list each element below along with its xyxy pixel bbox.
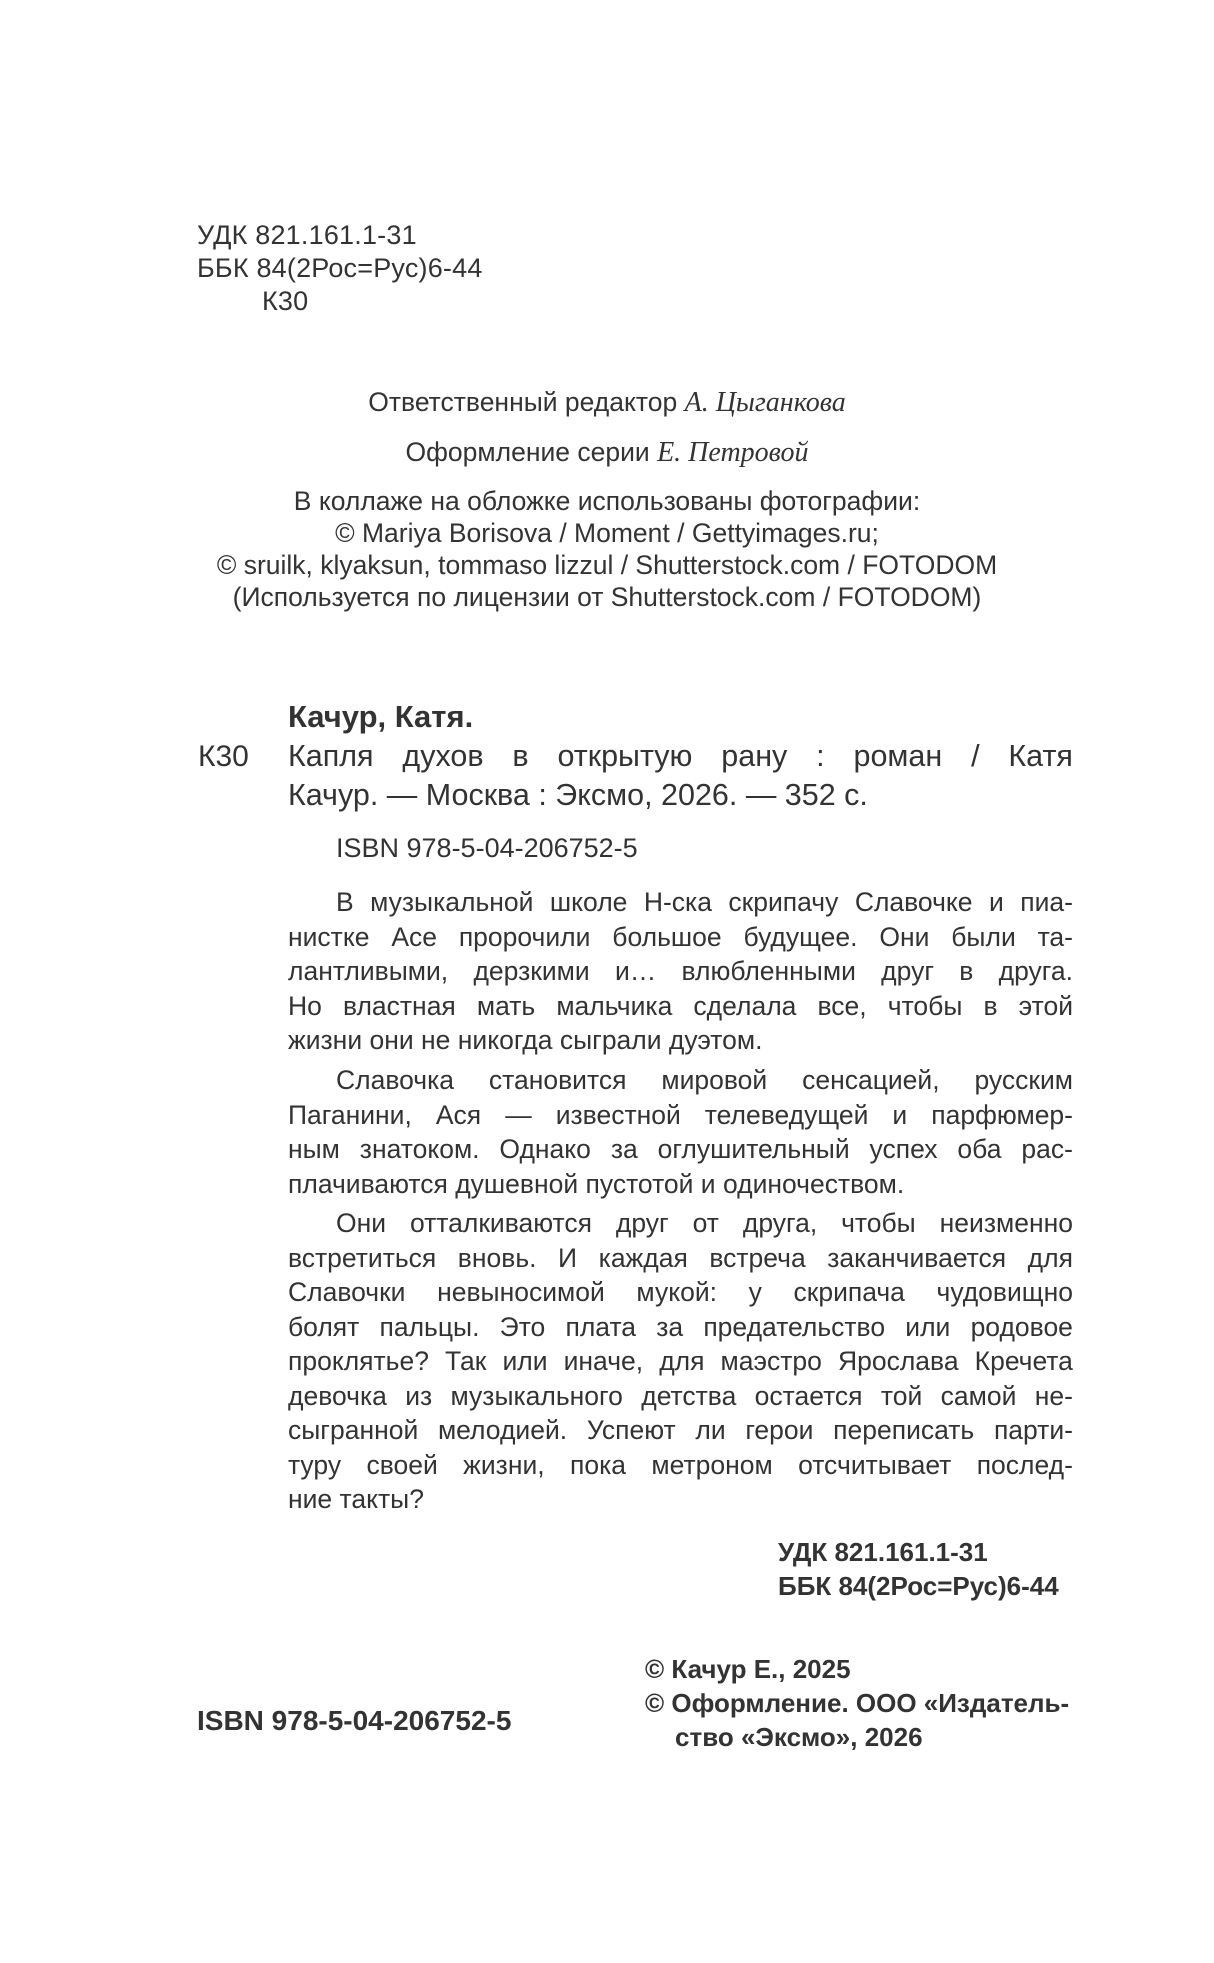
title-word: духов xyxy=(402,739,484,773)
annotation-line: сыгранной мелодией. Успеют ли герои переписать парти- xyxy=(288,1415,1073,1445)
title-word: рану xyxy=(721,739,788,773)
title-word: Катя xyxy=(1008,739,1073,773)
annotation-line: Но властная мать мальчика сделала все, чтобы в этой xyxy=(288,990,1073,1021)
title-word: : xyxy=(816,739,825,773)
annotation-line: Славочки невыносимой мукой: у скрипача чудовищно xyxy=(288,1277,1073,1307)
udk-code: УДК 821.161.1-31 xyxy=(197,220,417,250)
copyright-design: © Оформление. ООО «Издатель- xyxy=(645,1688,1070,1718)
copyright-block xyxy=(645,1652,1069,1754)
annotation-line: Славочка становится мировой сенсацией, русским xyxy=(336,1065,1073,1095)
annotation-line: лантливыми, дерзкими и… влюбленными друг в друга. xyxy=(288,956,1073,986)
title-record xyxy=(288,737,1073,815)
title-word: роман xyxy=(853,739,943,773)
title-word: открытую xyxy=(557,739,693,773)
title-word: / xyxy=(971,739,980,773)
annotation-line: проклятье? Так или иначе, для маэстро Ярослава Кречета xyxy=(288,1346,1073,1376)
title-word: Капля xyxy=(288,739,374,773)
license-note: (Используется по лицензии от Shutterstock.com / FOTODOM) xyxy=(232,582,982,612)
annotation-paragraph-1 xyxy=(288,885,1073,1058)
annotation-line: девочка из музыкального детства остается той самой не- xyxy=(288,1380,1073,1411)
design-name: Е. Петровой xyxy=(657,437,809,468)
isbn-bottom: ISBN 978-5-04-206752-5 xyxy=(197,1705,512,1736)
design-credit xyxy=(0,434,1214,471)
title-line xyxy=(288,737,1073,776)
editor-credit xyxy=(0,384,1214,421)
collage-note: В коллаже на обложке использованы фотографии: xyxy=(293,486,921,516)
author-mark: К30 xyxy=(262,286,309,316)
annotation-line: туру своей жизни, пока метроном отсчитывает послед- xyxy=(288,1449,1073,1480)
annotation-line: Они отталкиваются друг от друга, чтобы неизменно xyxy=(336,1208,1073,1238)
photo-credit-line: © sruilk, klyaksun, tommaso lizzul / Shutterstock.com / FOTODOM xyxy=(216,550,998,580)
annotation-line: болят пальцы. Это плата за предательство или родовое xyxy=(288,1311,1073,1342)
design-label: Оформление серии xyxy=(405,437,650,467)
annotation-paragraph-3 xyxy=(288,1206,1073,1517)
annotation-line: Паганини, Ася — известной телеведущей и парфюмер- xyxy=(288,1099,1073,1130)
editor-name: А. Цыганкова xyxy=(684,387,846,418)
annotation-paragraph-2 xyxy=(288,1063,1073,1201)
annotation-line: плачиваются душевной пустотой и одиночеством. xyxy=(288,1168,905,1199)
isbn-record: ISBN 978-5-04-206752-5 xyxy=(336,833,638,863)
copyright-design-continued: ство «Эксмо», 2026 xyxy=(675,1722,923,1752)
annotation-line: ным знатоком. Однако за оглушительный успех оба рас- xyxy=(288,1134,1073,1164)
photo-credit-line: © Mariya Borisova / Moment / Gettyimages.ru; xyxy=(335,518,879,548)
annotation-line: встретиться вновь. И каждая встреча заканчивается для xyxy=(288,1242,1073,1273)
annotation-line: нистке Асе пророчили большое будущее. Они были та- xyxy=(288,921,1073,952)
bbk-code-bottom: ББК 84(2Рос=Рус)6-44 xyxy=(778,1571,1059,1601)
title-word: в xyxy=(512,739,529,773)
author-heading: Качур, Катя. xyxy=(288,699,474,734)
annotation-line: В музыкальной школе Н-ска скрипачу Славочке и пиа- xyxy=(336,887,1073,917)
annotation-line: жизни они не никогда сыграли дуэтом. xyxy=(288,1025,763,1055)
udk-code-bottom: УДК 821.161.1-31 xyxy=(778,1537,988,1567)
editor-label: Ответственный редактор xyxy=(368,387,678,417)
copyright-author: © Качур Е., 2025 xyxy=(645,1654,851,1684)
bbk-code: ББК 84(2Рос=Рус)6-44 xyxy=(197,253,483,283)
imprint-line: Качур. — Москва : Эксмо, 2026. — 352 с. xyxy=(288,778,868,812)
photo-credits xyxy=(0,485,1214,613)
annotation-line: ние такты? xyxy=(288,1484,424,1514)
author-mark-record: К30 xyxy=(198,740,249,773)
